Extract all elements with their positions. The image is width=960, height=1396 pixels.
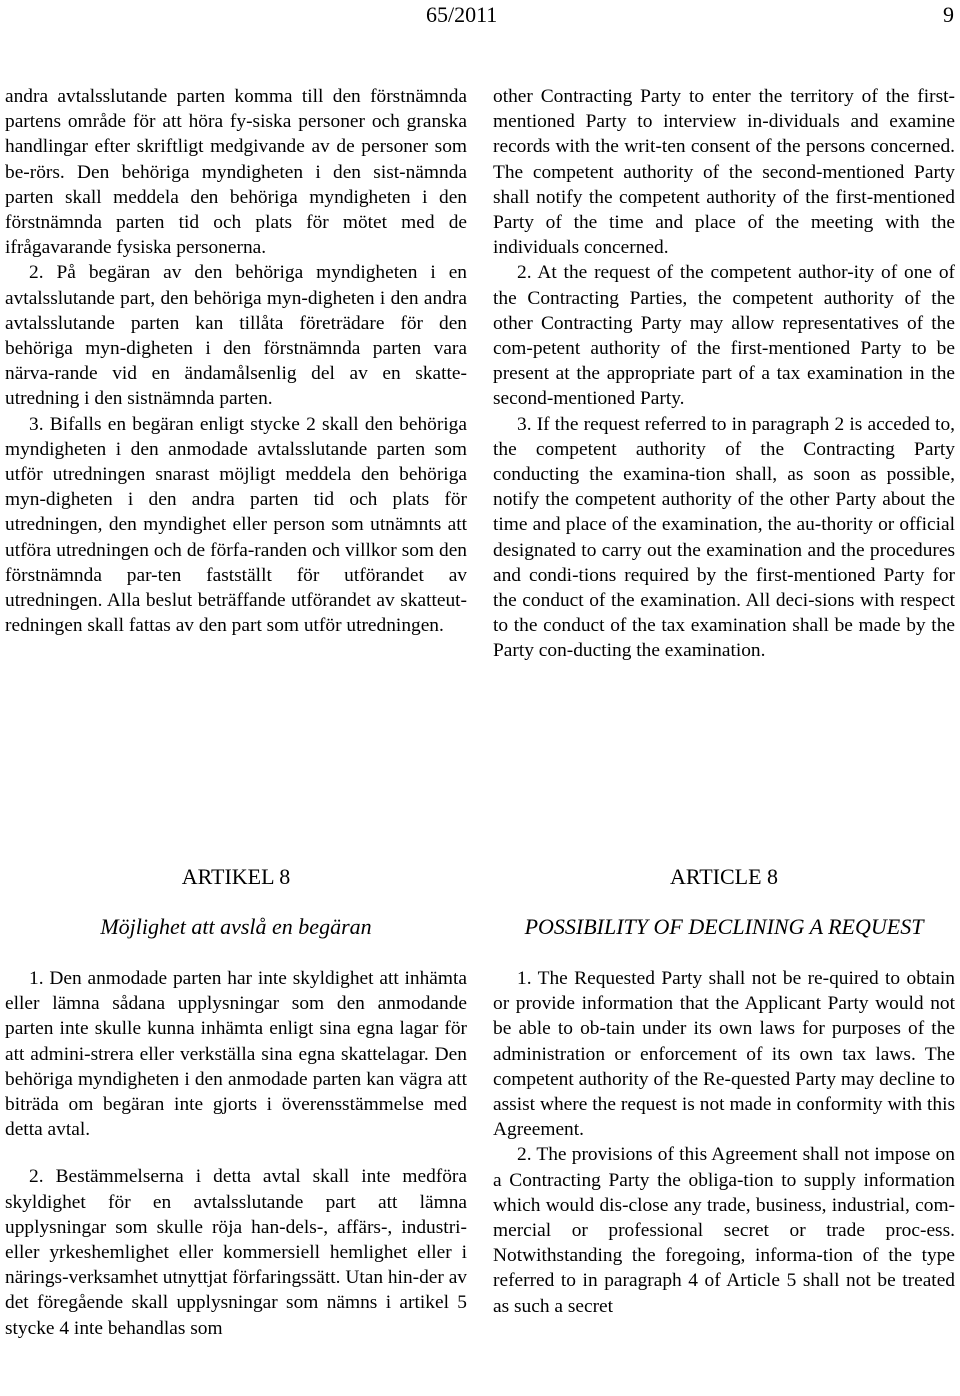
sv-article-subtitle: Möjlighet att avslå en begäran — [100, 914, 372, 939]
en-article8-paragraph-1: 1. The Requested Party shall not be re-quired to obtain or provide information that the Applicant Party would not be able to ob-tain under its own laws for purposes of the administration or enforcement of its own tax laws. The competent authority of the Re-quested Party may decline to assist where the request is not made in conformity with this Agreement. — [493, 968, 956, 1141]
sv-paragraph-3: 3. Bifalls en begäran enligt stycke 2 skall den behöriga myndigheten i den anmodade avtalsslutande parten som utför utredningen snarast möjligt meddela den behöriga myn-digheten i den andra parten tid och plats för utredningen, den myndighet eller person som utnämnts att utföra utredningen och de förfa-randen och villkor som den förstnämnda par-ten fastställt för utförandet av utredningen. Alla beslut beträffande utförandet av skatteut-redningen skall fattas av den part som utför utredningen. — [5, 413, 467, 637]
en-article-heading: ARTICLE 8 — [669, 864, 779, 889]
sv-article8-paragraph-2: 2. Bestämmelserna i detta avtal skall inte medföra skyldighet för en avtalsslutande part att lämna upplysningar som skulle röja han-dels-, affärs-, industri- eller yrkeshemlighet eller kommersiell hemlighet eller i närings-verksamhet utnyttjat förfaringssätt. Utan hin-der av det föregående skall upplysningar som nämns i artikel 5 stycke 4 inte behandlas som — [5, 1166, 468, 1339]
sv-paragraph-continued: andra avtalsslutande parten komma till den förstnämnda partens område för att höra fy-siska personer och granska handlingar efter skriftligt medgivande av de personer som be-rörs. Den behöriga myndigheten i den sist-nämnda parten skall meddela den behöriga myndigheten i den förstnämnda parten tid och plats för mötet med de ifrågavarande fysiska personerna. — [5, 86, 467, 259]
page-number: 9 — [943, 2, 954, 27]
english-column-bottom — [493, 966, 955, 1319]
issue-number: 65/2011 — [426, 2, 498, 27]
swedish-column-bottom — [5, 966, 467, 1341]
page-header — [0, 0, 960, 34]
sv-paragraph-2: 2. På begäran av den behöriga myndigheten i en avtalsslutande part, den behöriga myn-digheten i den andra avtalsslutande parten kan tillåta företrädare för den behöriga myn-digheten i den förstnämnda parten vara närva-rande vid en ändamålsenlig del av en skatte-utredning i den sistnämnda parten. — [5, 262, 467, 410]
sv-article-heading: ARTIKEL 8 — [181, 864, 291, 889]
swedish-column-top — [5, 84, 467, 638]
en-article-subtitle: POSSIBILITY OF DECLINING A REQUEST — [524, 914, 924, 939]
en-paragraph-continued: other Contracting Party to enter the territory of the first-mentioned Party to interview in-dividuals and examine records with the writ-ten consent of the persons concerned. The competent authority of the second-mentioned Party shall notify the competent authority of the first-mentioned Party of the time and place of the meeting with the individuals concerned. — [493, 86, 955, 259]
sv-article8-paragraph-1: 1. Den anmodade parten har inte skyldighet att inhämta eller lämna sådana upplysningar som den anmodande parten inte skulle kunna inhämta enligt sina egna lagar för att admini-strera eller verkställa sina egna skattelagar. Den behöriga myndigheten i den anmodade parten kan vägra att biträda om begäran inte gjorts i överensstämmelse med detta avtal. — [5, 968, 467, 1141]
en-paragraph-3: 3. If the request referred to in paragraph 2 is acceded to, the competent authority of the Contracting Party conducting the examina-tion shall, as soon as possible, notify the competent authority of the other Party about the time and place of the examination, the au-thority or official designated to carry out the examination and the procedures and condi-tions required by the first-mentioned Party for the conduct of the examination. All deci-sions with respect to the conduct of the tax examination shall be made by the Party con-ducting the examination. — [493, 413, 955, 662]
english-column-top — [493, 84, 955, 664]
en-article8-paragraph-2: 2. The provisions of this Agreement shall not impose on a Contracting Party the obliga-tion to supply information which would dis-close any trade, business, industrial, com-mercial or professional secret or trade proc-ess. Notwithstanding the foregoing, informa-tion of the type referred to in paragraph 4 of Article 5 shall not be treated as such a secret — [493, 1144, 955, 1317]
en-paragraph-2: 2. At the request of the competent author-ity of one of the Contracting Parties, the competent authority of the other Contracting Party may allow representatives of the com-petent authority of the first-mentioned Party to be present at the appropriate part of a tax examination in the second-mentioned Party. — [493, 262, 955, 410]
